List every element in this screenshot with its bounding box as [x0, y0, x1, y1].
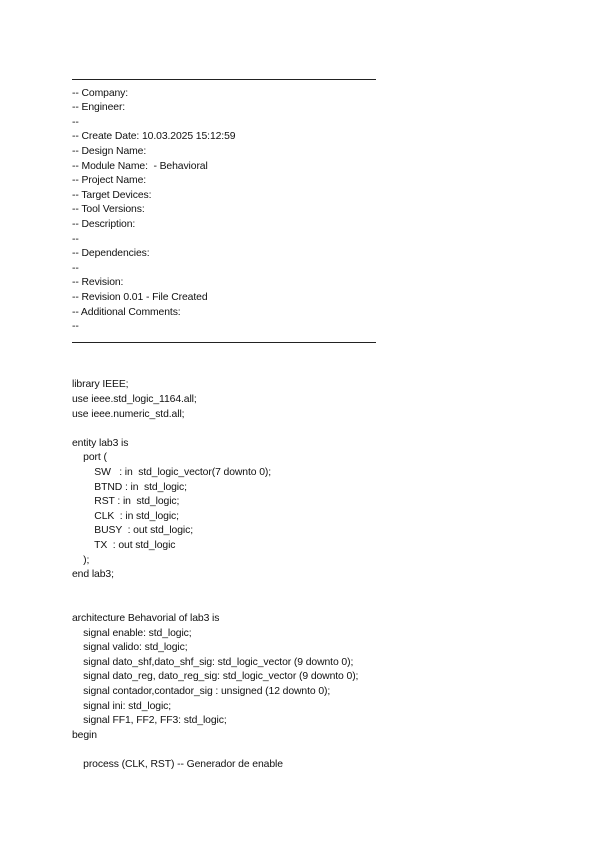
library-line: library IEEE;	[72, 379, 129, 391]
comment-line: -- Create Date: 10.03.2025 15:12:59	[72, 131, 236, 143]
signal-line: signal contador,contador_sig : unsigned (12 downto 0);	[72, 685, 331, 697]
comment-line: -- Tool Versions:	[72, 204, 145, 216]
header-rule-top	[72, 72, 376, 87]
comment-line: -- Project Name:	[72, 175, 147, 187]
entity-block	[72, 437, 376, 583]
port-line: BTND : in std_logic;	[72, 481, 187, 493]
comment-line: -- Description:	[72, 218, 136, 230]
port-line: SW : in std_logic_vector(7 downto 0);	[72, 467, 272, 479]
library-line: use ieee.std_logic_1164.all;	[72, 394, 197, 406]
port-line: CLK : in std_logic;	[72, 510, 179, 522]
header-rule-bottom	[72, 335, 376, 350]
signal-line: signal enable: std_logic;	[72, 627, 192, 639]
comment-line: -- Module Name: - Behavioral	[72, 160, 208, 172]
comment-line: -- Additional Comments:	[72, 306, 181, 318]
signal-line: signal dato_reg, dato_reg_sig: std_logic_vector (9 downto 0);	[72, 671, 359, 683]
port-line: TX : out std_logic	[72, 540, 176, 551]
blank-line	[72, 422, 376, 437]
begin-keyword: begin	[72, 729, 97, 741]
comment-line: --	[72, 116, 79, 128]
comment-line: --	[72, 321, 79, 333]
comment-line: -- Company:	[72, 87, 129, 99]
library-block	[72, 378, 376, 422]
comment-line: -- Revision 0.01 - File Created	[72, 291, 208, 303]
port-line: RST : in std_logic;	[72, 496, 180, 508]
comment-line: -- Dependencies:	[72, 248, 150, 260]
architecture-block	[72, 612, 376, 773]
port-line: BUSY : out std_logic;	[72, 525, 193, 537]
entity-declaration: entity lab3 is	[72, 437, 129, 449]
comment-line: -- Engineer:	[72, 102, 126, 114]
comment-line: --	[72, 262, 79, 274]
port-close: );	[72, 554, 90, 566]
library-line: use ieee.numeric_std.all;	[72, 408, 185, 420]
vhdl-code	[72, 72, 376, 773]
blank-line	[72, 597, 376, 612]
signal-line: signal FF1, FF2, FF3: std_logic;	[72, 715, 227, 727]
signal-line: signal ini: std_logic;	[72, 700, 172, 712]
comment-line: -- Revision:	[72, 277, 124, 289]
comment-line: -- Target Devices:	[72, 189, 152, 201]
signal-line: signal valido: std_logic;	[72, 642, 188, 654]
blank-line	[72, 743, 376, 758]
header-comment-block	[72, 87, 376, 335]
port-open: port (	[72, 452, 107, 464]
blank-line	[72, 364, 376, 379]
blank-line	[72, 349, 376, 364]
entity-end: end lab3;	[72, 569, 114, 581]
signal-line: signal dato_shf,dato_shf_sig: std_logic_vector (9 downto 0);	[72, 656, 354, 668]
blank-line	[72, 583, 376, 598]
architecture-declaration: architecture Behavorial of lab3 is	[72, 612, 220, 624]
comment-line: -- Design Name:	[72, 145, 147, 157]
comment-line: --	[72, 233, 79, 245]
process-line: process (CLK, RST) -- Generador de enable	[72, 758, 283, 770]
